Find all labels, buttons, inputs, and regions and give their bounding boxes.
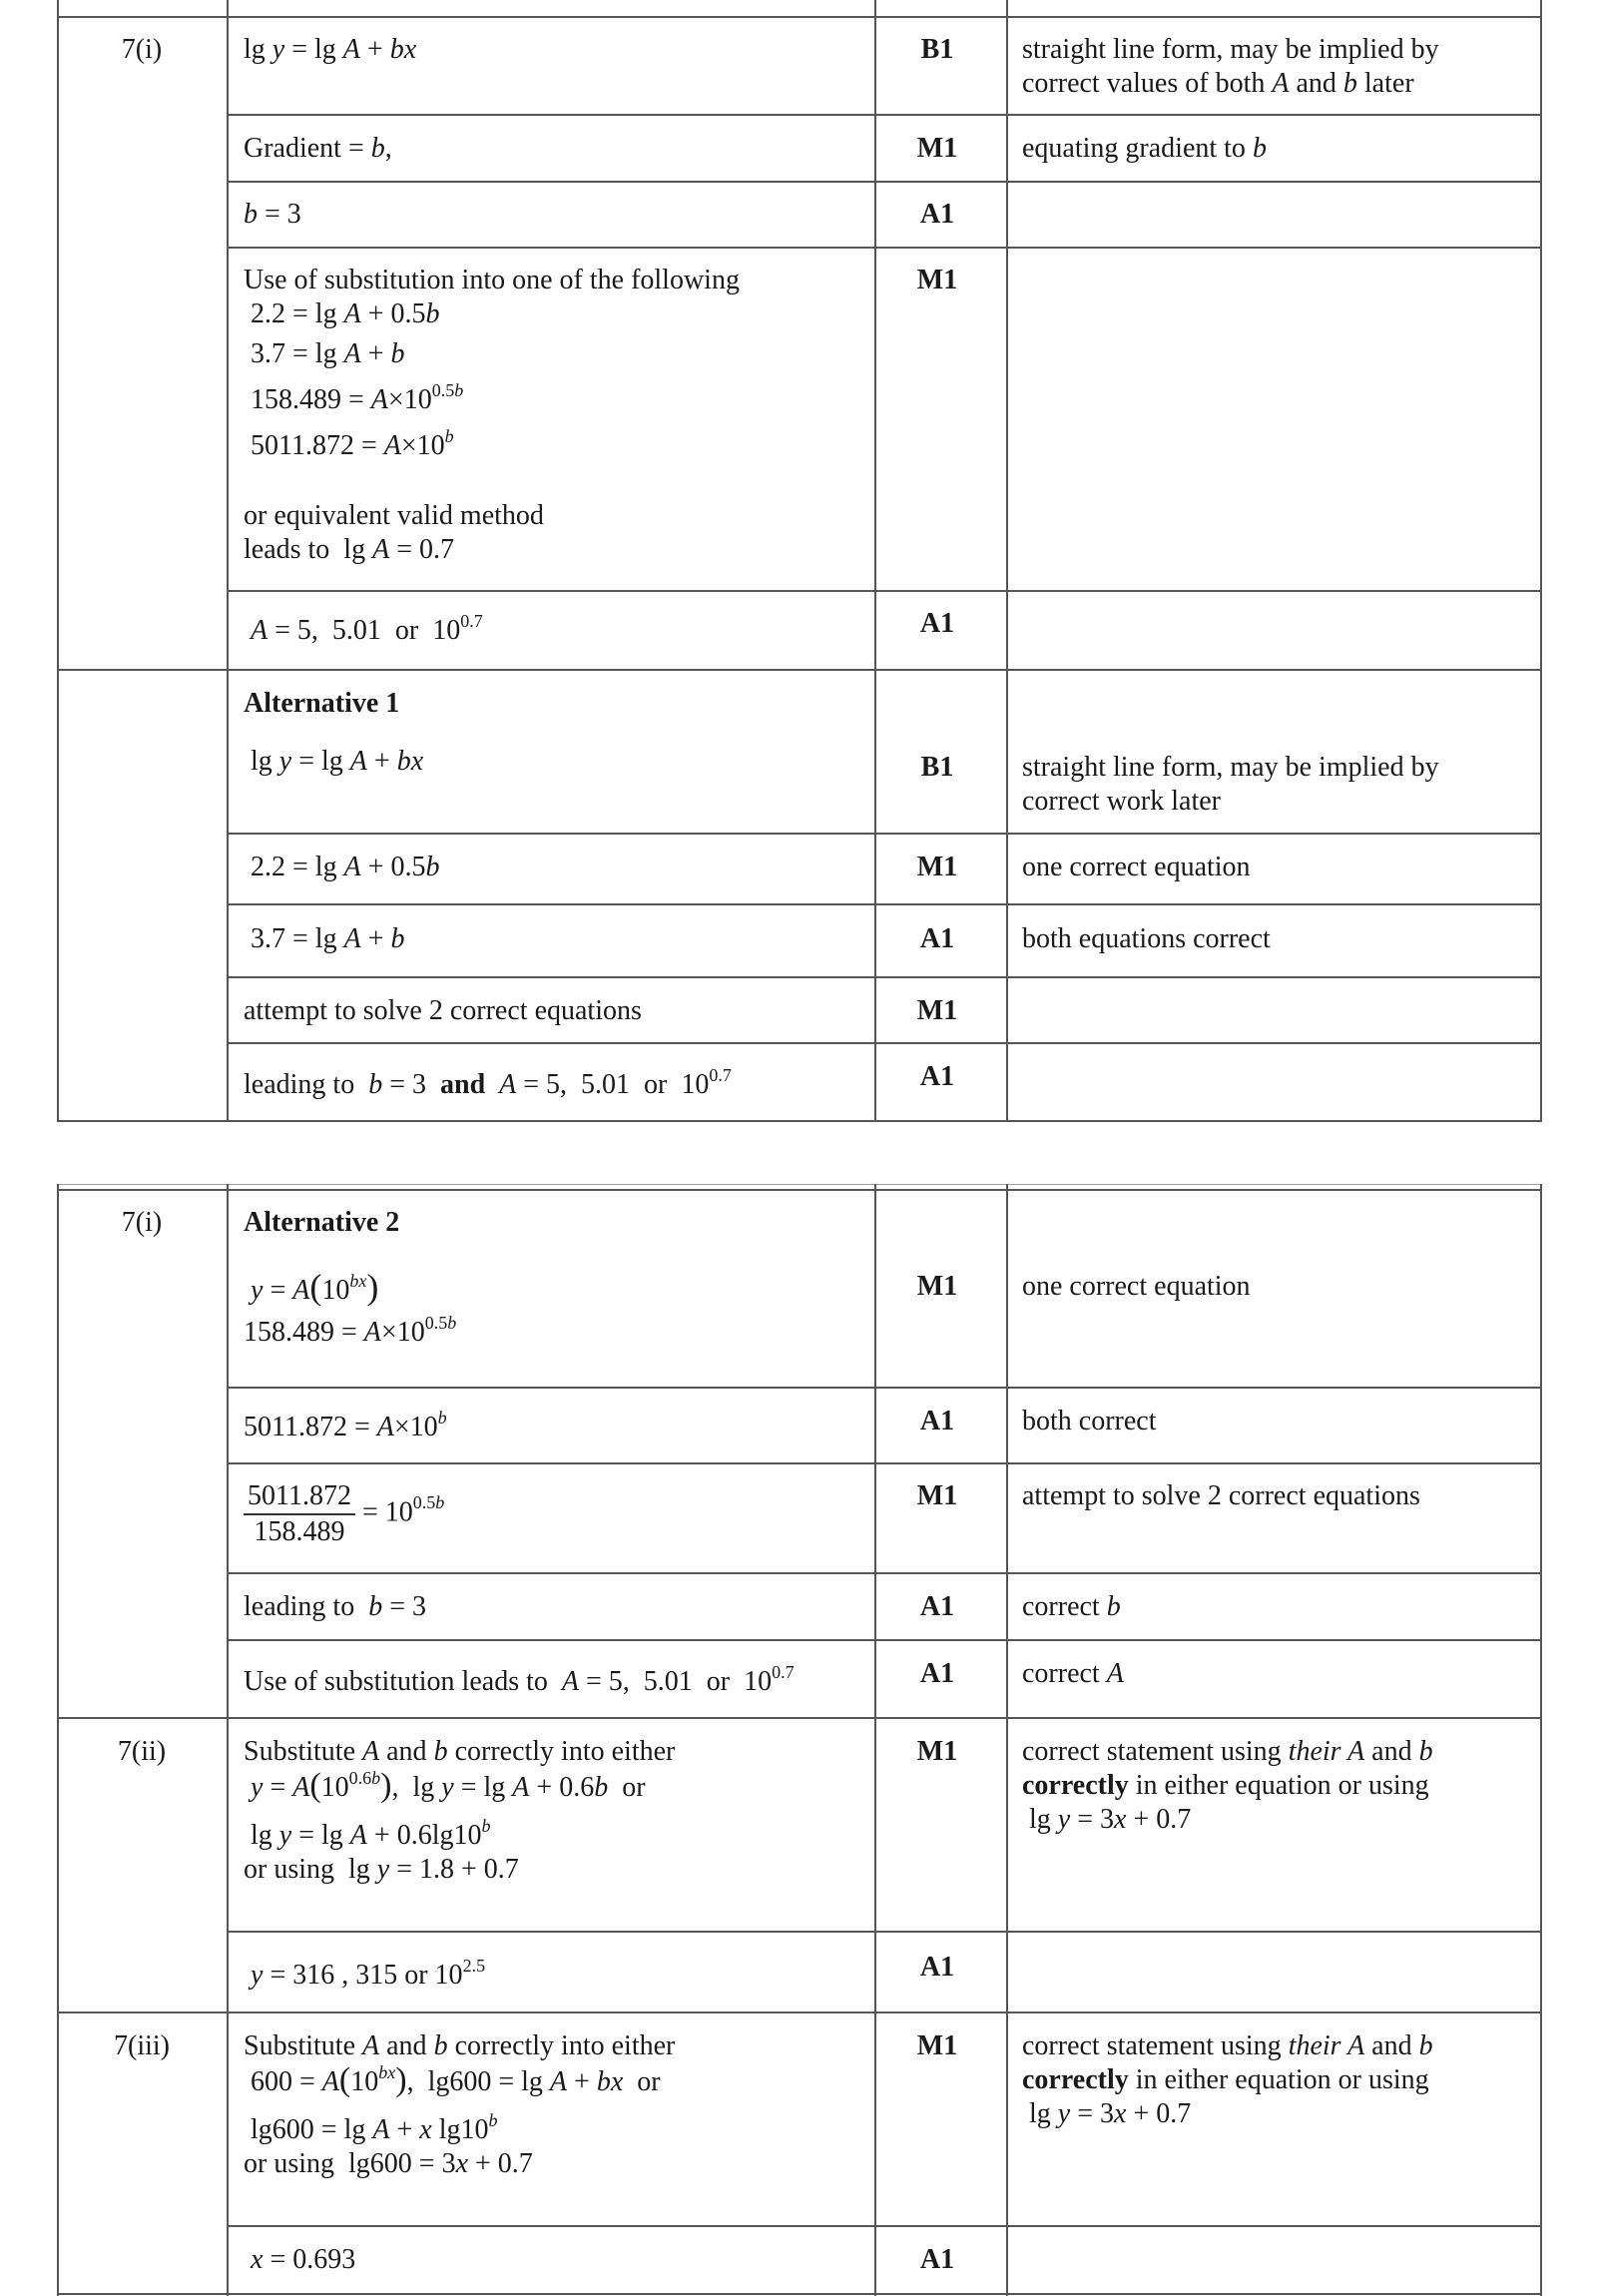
answer-equation-1: 2.2 = lg A + 0.5b (244, 852, 440, 882)
guidance: straight line form, may be implied by correct values of both A and b later (1022, 34, 1439, 99)
question-number: 7(ii) (117, 1736, 167, 1767)
question-number: 7(i) (121, 1207, 163, 1238)
mark-a1: A1 (919, 1591, 955, 1622)
answer-leading-to: leading to b = 3 and A = 5, 5.01 or $10^{0.7}$ (244, 1064, 732, 1100)
mark-a1: A1 (919, 199, 955, 230)
guidance: correct statement using their A and b correctly in either equation or using lg y = 3x + 0.7 (1022, 2030, 1433, 2129)
mark-a1: A1 (919, 1406, 955, 1436)
mark-a1: A1 (919, 1952, 955, 1983)
mark-a1: A1 (919, 1061, 955, 1092)
guidance: both equations correct (1022, 923, 1271, 954)
answer-b-value: leading to b = 3 (244, 1591, 426, 1622)
mark-a1: A1 (919, 608, 955, 639)
mark-m1: M1 (916, 995, 958, 1026)
answer-x-value: x = 0.693 (251, 2244, 356, 2275)
answer-attempt-solve: attempt to solve 2 correct equations (244, 995, 642, 1026)
answer-substitute-iii: Substitute A and b correctly into either $600 = A(10^{bx})$, lg600 = lg A + bx or lg600 = lg A + x lg10$^b$ or using lg600 = 3x + 0.7 (244, 2030, 676, 2179)
answer-fraction: $\frac{5011.872}{158.489}$ = $10^{0.5b}$ (244, 1479, 862, 1549)
answer-gradient: Gradient = b, (244, 133, 392, 164)
mark-m1: M1 (916, 2030, 958, 2061)
answer-substitute-ii: Substitute A and b correctly into either $y = A(10^{0.6b})$, lg y = lg A + 0.6b or $\lg y = \lg A + 0.6\lg 10^b$ or using lg y = 1.8 + 0.7 (244, 1736, 676, 1885)
mark-m1: M1 (916, 1271, 958, 1302)
answer-y-value: y = 316 , 315 or $10^{2.5}$ (251, 1955, 486, 1991)
answer-b-value: b = 3 (244, 199, 301, 230)
answer-alternative-1: Alternative 1 lg y = lg A + bx (244, 688, 424, 777)
answer-lg-equation: lg y = lg A + bx (244, 34, 417, 65)
answer-equation-2: 3.7 = lg A + b (244, 923, 405, 954)
answer-substitution: Use of substitution into one of the following 2.2 = lg A + 0.5b 3.7 = lg A + b $158.489 = A\times 10^{0.5b}$ $5011.872 = A\times 10^b$ or equivalent valid method leads to lg A = 0.7 (244, 265, 740, 565)
guidance: straight line form, may be implied by correct work later (1022, 752, 1439, 817)
mark-b1: B1 (920, 752, 954, 783)
answer-a-value: Use of substitution leads to A = 5, 5.01 or $10^{0.7}$ (244, 1661, 795, 1697)
question-number: 7(i) (121, 34, 163, 65)
mark-a1: A1 (919, 2244, 955, 2275)
answer-equation: $5011.872 = A\times 10^b$ (244, 1407, 447, 1442)
guidance: correct A (1022, 1658, 1124, 1689)
answer-alternative-2: Alternative 2 $y = A(10^{bx})$ $158.489 = A\times 10^{0.5b}$ (244, 1207, 457, 1348)
mark-b1: B1 (920, 34, 954, 65)
guidance: correct b (1022, 1591, 1121, 1622)
guidance: attempt to solve 2 correct equations (1022, 1480, 1420, 1511)
answer-a-value: A = 5, 5.01 or $10^{0.7}$ (251, 610, 483, 646)
mark-m1: M1 (916, 133, 958, 164)
guidance: one correct equation (1022, 1271, 1251, 1302)
guidance: correct statement using their A and b correctly in either equation or using lg y = 3x + 0.7 (1022, 1736, 1433, 1835)
question-number: 7(iii) (114, 2030, 170, 2061)
mark-a1: A1 (919, 1658, 955, 1689)
mark-a1: A1 (919, 923, 955, 954)
guidance: equating gradient to b (1022, 133, 1267, 164)
mark-m1: M1 (916, 1480, 958, 1511)
mark-m1: M1 (916, 852, 958, 882)
mark-m1: M1 (916, 265, 958, 295)
guidance: both correct (1022, 1406, 1157, 1436)
mark-m1: M1 (916, 1736, 958, 1767)
guidance: one correct equation (1022, 852, 1251, 882)
